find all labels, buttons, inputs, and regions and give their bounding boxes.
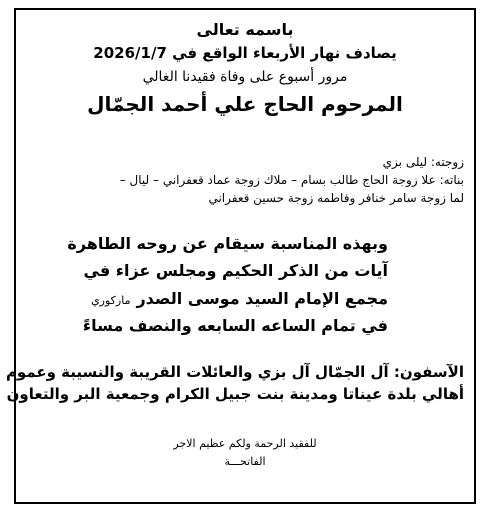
basmala-heading: باسمه تعالى [196, 20, 294, 39]
deceased-name: المرحوم الحاج علي أحمد الجمّال [87, 92, 403, 116]
mourners-line-2: أهالي بلدة عيناتا ومدينة بنت جبيل الكرام وجمعية البر والتعاون [6, 385, 464, 403]
venue-location: ماركوري [91, 294, 131, 307]
closing-line-2: الفاتحـــة [224, 455, 266, 468]
closing-line-1: للفقيد الرحمة ولكم عظيم الاجر [173, 437, 317, 450]
occasion-line-1: وبهذه المناسبة سيقام عن روحه الطاهرة [67, 234, 388, 253]
mourners-line-1: الآسفون: آل الجمّال آل بزي والعائلات القريبة والنسيبة وعموم [5, 363, 464, 381]
daughters-line-2: لما زوجة سامر خنافر وفاطمه زوجة حسين قعفراني [208, 191, 464, 205]
date-line: يصادف نهار الأربعاء الواقع في 2026/1/7 [93, 44, 397, 62]
occasion-line-3 [91, 291, 388, 307]
obituary-notice [5, 8, 476, 504]
daughters-line-1: بناته: علا زوجة الحاج طالب بسام – ملاك زوجة عماد قعفراني – ليال – [119, 173, 464, 187]
occasion-line-4: في تمام الساعه السابعه والنصف مساءً [82, 316, 388, 335]
wife-line: زوجته: ليلى بزي [382, 155, 464, 169]
venue-name: مجمع الإمام السيد موسى الصدر [136, 289, 388, 308]
week-anniversary-line: مرور أسبوع على وفاة فقيدنا الغالي [142, 69, 348, 85]
occasion-line-2: آيات من الذكر الحكيم ومجلس عزاء في [83, 261, 388, 280]
